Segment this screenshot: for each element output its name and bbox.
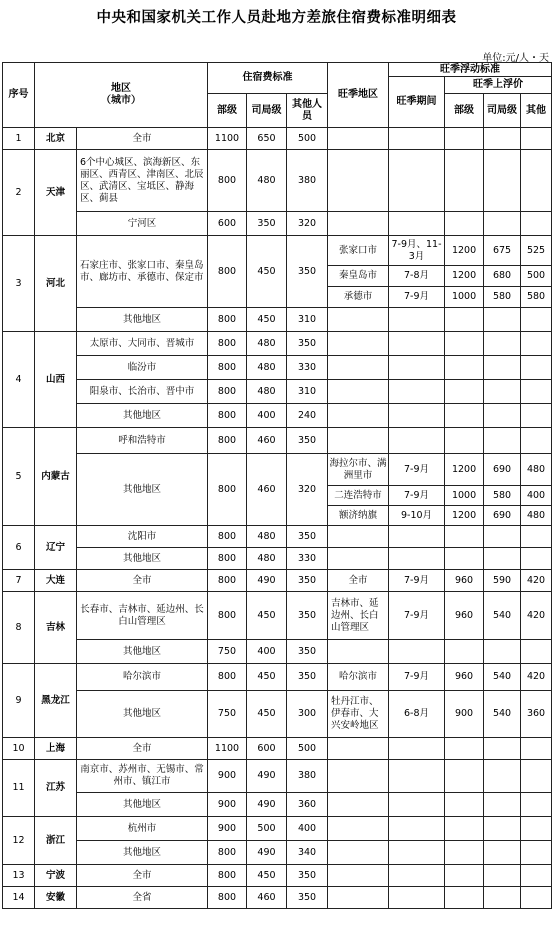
table-row: [3, 308, 552, 332]
bu-cell: 800: [208, 865, 247, 887]
city-cell: 其他地区: [77, 404, 208, 428]
table-row: [3, 738, 552, 760]
other-cell: 330: [287, 356, 328, 380]
table-row: [3, 793, 552, 817]
city-cell: 沈阳市: [77, 526, 208, 548]
si-cell: 600: [247, 738, 287, 760]
other-cell: 350: [287, 570, 328, 592]
peak-si-cell: 590: [484, 570, 521, 592]
city-cell: 临汾市: [77, 356, 208, 380]
other-cell: 350: [287, 592, 328, 640]
province-cell: 大连: [35, 570, 77, 592]
peak-other-cell: 420: [521, 592, 552, 640]
table-row: [3, 128, 552, 150]
table-row: [3, 236, 552, 266]
bu-cell: 800: [208, 526, 247, 548]
si-cell: 400: [247, 640, 287, 664]
other-cell: 360: [287, 793, 328, 817]
si-cell: 400: [247, 404, 287, 428]
seq-cell: 8: [3, 592, 35, 664]
bu-cell: 600: [208, 212, 247, 236]
peak-other-cell: 480: [521, 454, 552, 486]
si-cell: 460: [247, 454, 287, 526]
bu-cell: 750: [208, 640, 247, 664]
peak-other-cell: 420: [521, 570, 552, 592]
table-row: [3, 428, 552, 454]
city-cell: 全市: [77, 128, 208, 150]
si-cell: 450: [247, 691, 287, 738]
si-cell: 650: [247, 128, 287, 150]
bu-cell: 800: [208, 236, 247, 308]
peak-period-cell: 7-8月: [389, 266, 445, 287]
si-cell: 460: [247, 428, 287, 454]
other-cell: 500: [287, 738, 328, 760]
peak-other-cell: 500: [521, 266, 552, 287]
other-cell: 500: [287, 128, 328, 150]
peak-si-cell: 675: [484, 236, 521, 266]
bu-cell: 900: [208, 760, 247, 793]
city-cell: 其他地区: [77, 640, 208, 664]
province-cell: 北京: [35, 128, 77, 150]
peak-period-cell: 7-9月: [389, 454, 445, 486]
peak-bu-cell: 1000: [445, 486, 484, 506]
si-cell: 480: [247, 356, 287, 380]
peak-period-cell: 9-10月: [389, 506, 445, 526]
header-bu: 部级: [208, 94, 247, 128]
seq-cell: 9: [3, 664, 35, 738]
peak-bu-cell: 960: [445, 592, 484, 640]
header-other: 其他人员: [287, 94, 328, 128]
si-cell: 480: [247, 548, 287, 570]
table-row: [3, 865, 552, 887]
bu-cell: 800: [208, 570, 247, 592]
province-cell: 山西: [35, 332, 77, 428]
peak-period-cell: 7-9月: [389, 486, 445, 506]
other-cell: 240: [287, 404, 328, 428]
peak-other-cell: 400: [521, 486, 552, 506]
province-cell: 河北: [35, 236, 77, 332]
table-row: [3, 404, 552, 428]
table-row: [3, 212, 552, 236]
table-row: [3, 691, 552, 738]
peak-other-cell: 580: [521, 287, 552, 308]
other-cell: 330: [287, 548, 328, 570]
header-lodging: 住宿费标准: [208, 63, 328, 94]
peak-other-cell: 360: [521, 691, 552, 738]
seq-cell: 1: [3, 128, 35, 150]
table-row: [3, 454, 552, 485]
page-title: 中央和国家机关工作人员赴地方差旅住宿费标准明细表: [96, 10, 457, 26]
bu-cell: 800: [208, 150, 247, 212]
other-cell: 380: [287, 150, 328, 212]
city-cell: 其他地区: [77, 454, 208, 526]
peak-other-cell: 420: [521, 664, 552, 691]
city-cell: 其他地区: [77, 691, 208, 738]
bu-cell: 800: [208, 548, 247, 570]
peak-bu-cell: 960: [445, 570, 484, 592]
seq-cell: 7: [3, 570, 35, 592]
city-cell: 石家庄市、张家口市、秦皇岛市、廊坊市、承德市、保定市: [77, 236, 208, 308]
bu-cell: 800: [208, 404, 247, 428]
header-seq: 序号: [3, 63, 35, 128]
si-cell: 460: [247, 887, 287, 909]
bu-cell: 800: [208, 454, 247, 526]
city-cell: 哈尔滨市: [77, 664, 208, 691]
other-cell: 350: [287, 664, 328, 691]
city-cell: 全市: [77, 738, 208, 760]
peak-si-cell: 580: [484, 287, 521, 308]
seq-cell: 10: [3, 738, 35, 760]
peak-bu-cell: 1200: [445, 266, 484, 287]
table-row: [3, 548, 552, 570]
bu-cell: 800: [208, 332, 247, 356]
city-cell: 太原市、大同市、晋城市: [77, 332, 208, 356]
header-peak-upper: 旺季上浮价: [445, 77, 552, 94]
header-peak-other: 其他: [521, 94, 552, 128]
city-cell: 其他地区: [77, 308, 208, 332]
other-cell: 350: [287, 526, 328, 548]
seq-cell: 3: [3, 236, 35, 332]
table-row: [3, 841, 552, 865]
peak-bu-cell: 1200: [445, 454, 484, 486]
other-cell: 310: [287, 308, 328, 332]
lodging-standard-table: [2, 62, 552, 909]
table-row: [3, 640, 552, 664]
other-cell: 300: [287, 691, 328, 738]
si-cell: 480: [247, 526, 287, 548]
si-cell: 350: [247, 212, 287, 236]
province-cell: 安徽: [35, 887, 77, 909]
header-peak-period: 旺季期间: [389, 77, 445, 128]
si-cell: 450: [247, 308, 287, 332]
seq-cell: 5: [3, 428, 35, 526]
bu-cell: 800: [208, 356, 247, 380]
city-cell: 全市: [77, 570, 208, 592]
province-cell: 宁波: [35, 865, 77, 887]
peak-region-cell: 二连浩特市: [328, 486, 389, 506]
bu-cell: 800: [208, 380, 247, 404]
si-cell: 490: [247, 841, 287, 865]
city-cell: 杭州市: [77, 817, 208, 841]
city-cell: 阳泉市、长治市、晋中市: [77, 380, 208, 404]
table-row: [3, 150, 552, 212]
table-row: [3, 570, 552, 592]
peak-bu-cell: 960: [445, 664, 484, 691]
peak-region-cell: 哈尔滨市: [328, 664, 389, 691]
peak-bu-cell: 1200: [445, 506, 484, 526]
table-row: [3, 332, 552, 356]
peak-region-cell: 吉林市、延边州、长白山管理区: [328, 592, 389, 640]
table-row: [3, 817, 552, 841]
table-row: [3, 592, 552, 640]
bu-cell: 800: [208, 664, 247, 691]
peak-period-cell: 7-9月: [389, 287, 445, 308]
other-cell: 350: [287, 865, 328, 887]
peak-bu-cell: 900: [445, 691, 484, 738]
header-peak-si: 司局级: [484, 94, 521, 128]
si-cell: 480: [247, 332, 287, 356]
peak-region-cell: 海拉尔市、满洲里市: [328, 454, 389, 486]
peak-other-cell: 525: [521, 236, 552, 266]
peak-region-cell: 张家口市: [328, 236, 389, 266]
bu-cell: 1100: [208, 738, 247, 760]
city-cell: 南京市、苏州市、无锡市、常州市、镇江市: [77, 760, 208, 793]
si-cell: 450: [247, 592, 287, 640]
table-row: [3, 760, 552, 793]
bu-cell: 900: [208, 793, 247, 817]
city-cell: 呼和浩特市: [77, 428, 208, 454]
peak-other-cell: 480: [521, 506, 552, 526]
province-cell: 内蒙古: [35, 428, 77, 526]
si-cell: 480: [247, 150, 287, 212]
si-cell: 490: [247, 793, 287, 817]
seq-cell: 4: [3, 332, 35, 428]
header-si: 司局级: [247, 94, 287, 128]
seq-cell: 11: [3, 760, 35, 817]
city-cell: 其他地区: [77, 841, 208, 865]
seq-cell: 6: [3, 526, 35, 570]
other-cell: 350: [287, 428, 328, 454]
city-cell: 全市: [77, 865, 208, 887]
peak-region-cell: 承德市: [328, 287, 389, 308]
province-cell: 天津: [35, 150, 77, 236]
city-cell: 其他地区: [77, 548, 208, 570]
other-cell: 350: [287, 332, 328, 356]
bu-cell: 800: [208, 841, 247, 865]
province-cell: 吉林: [35, 592, 77, 664]
peak-si-cell: 690: [484, 506, 521, 526]
peak-period-cell: 7-9月: [389, 664, 445, 691]
other-cell: 400: [287, 817, 328, 841]
province-cell: 江苏: [35, 760, 77, 817]
seq-cell: 13: [3, 865, 35, 887]
bu-cell: 800: [208, 887, 247, 909]
seq-cell: 12: [3, 817, 35, 865]
unit-label: 单位:元/人・天: [482, 53, 549, 64]
city-cell: 宁河区: [77, 212, 208, 236]
si-cell: 450: [247, 664, 287, 691]
header-peak-region: 旺季地区: [328, 63, 389, 128]
peak-region-cell: 秦皇岛市: [328, 266, 389, 287]
si-cell: 500: [247, 817, 287, 841]
peak-si-cell: 690: [484, 454, 521, 486]
peak-si-cell: 540: [484, 664, 521, 691]
province-cell: 上海: [35, 738, 77, 760]
peak-region-cell: 额济纳旗: [328, 506, 389, 526]
si-cell: 490: [247, 570, 287, 592]
peak-si-cell: 580: [484, 486, 521, 506]
bu-cell: 800: [208, 592, 247, 640]
peak-bu-cell: 1200: [445, 236, 484, 266]
table-row: [3, 356, 552, 380]
other-cell: 380: [287, 760, 328, 793]
peak-region-cell: 全市: [328, 570, 389, 592]
peak-period-cell: 6-8月: [389, 691, 445, 738]
city-cell: 其他地区: [77, 793, 208, 817]
seq-cell: 14: [3, 887, 35, 909]
bu-cell: 800: [208, 308, 247, 332]
si-cell: 480: [247, 380, 287, 404]
peak-si-cell: 540: [484, 691, 521, 738]
seq-cell: 2: [3, 150, 35, 236]
peak-period-cell: 7-9月: [389, 570, 445, 592]
si-cell: 450: [247, 865, 287, 887]
header-peak-float: 旺季浮动标准: [389, 63, 552, 77]
peak-bu-cell: 1000: [445, 287, 484, 308]
province-cell: 黑龙江: [35, 664, 77, 738]
bu-cell: 800: [208, 428, 247, 454]
other-cell: 320: [287, 212, 328, 236]
bu-cell: 750: [208, 691, 247, 738]
peak-si-cell: 680: [484, 266, 521, 287]
si-cell: 490: [247, 760, 287, 793]
header-region: 地区 （城市）: [35, 63, 208, 128]
peak-period-cell: 7-9月: [389, 592, 445, 640]
other-cell: 310: [287, 380, 328, 404]
city-cell: 长春市、吉林市、延边州、长白山管理区: [77, 592, 208, 640]
table-row: [3, 380, 552, 404]
bu-cell: 900: [208, 817, 247, 841]
table-row: [3, 887, 552, 909]
other-cell: 340: [287, 841, 328, 865]
bu-cell: 1100: [208, 128, 247, 150]
city-cell: 6个中心城区、滨海新区、东丽区、西青区、津南区、北辰区、武清区、宝坻区、静海区、蓟县: [77, 150, 208, 212]
header-peak-bu: 部级: [445, 94, 484, 128]
si-cell: 450: [247, 236, 287, 308]
city-cell: 全省: [77, 887, 208, 909]
peak-si-cell: 540: [484, 592, 521, 640]
province-cell: 浙江: [35, 817, 77, 865]
peak-period-cell: 7-9月、11-3月: [389, 236, 445, 266]
other-cell: 320: [287, 454, 328, 526]
peak-region-cell: 牡丹江市、伊春市、大兴安岭地区: [328, 691, 389, 738]
table-row: [3, 526, 552, 548]
other-cell: 350: [287, 236, 328, 308]
other-cell: 350: [287, 887, 328, 909]
other-cell: 350: [287, 640, 328, 664]
table-row: [3, 664, 552, 691]
province-cell: 辽宁: [35, 526, 77, 570]
